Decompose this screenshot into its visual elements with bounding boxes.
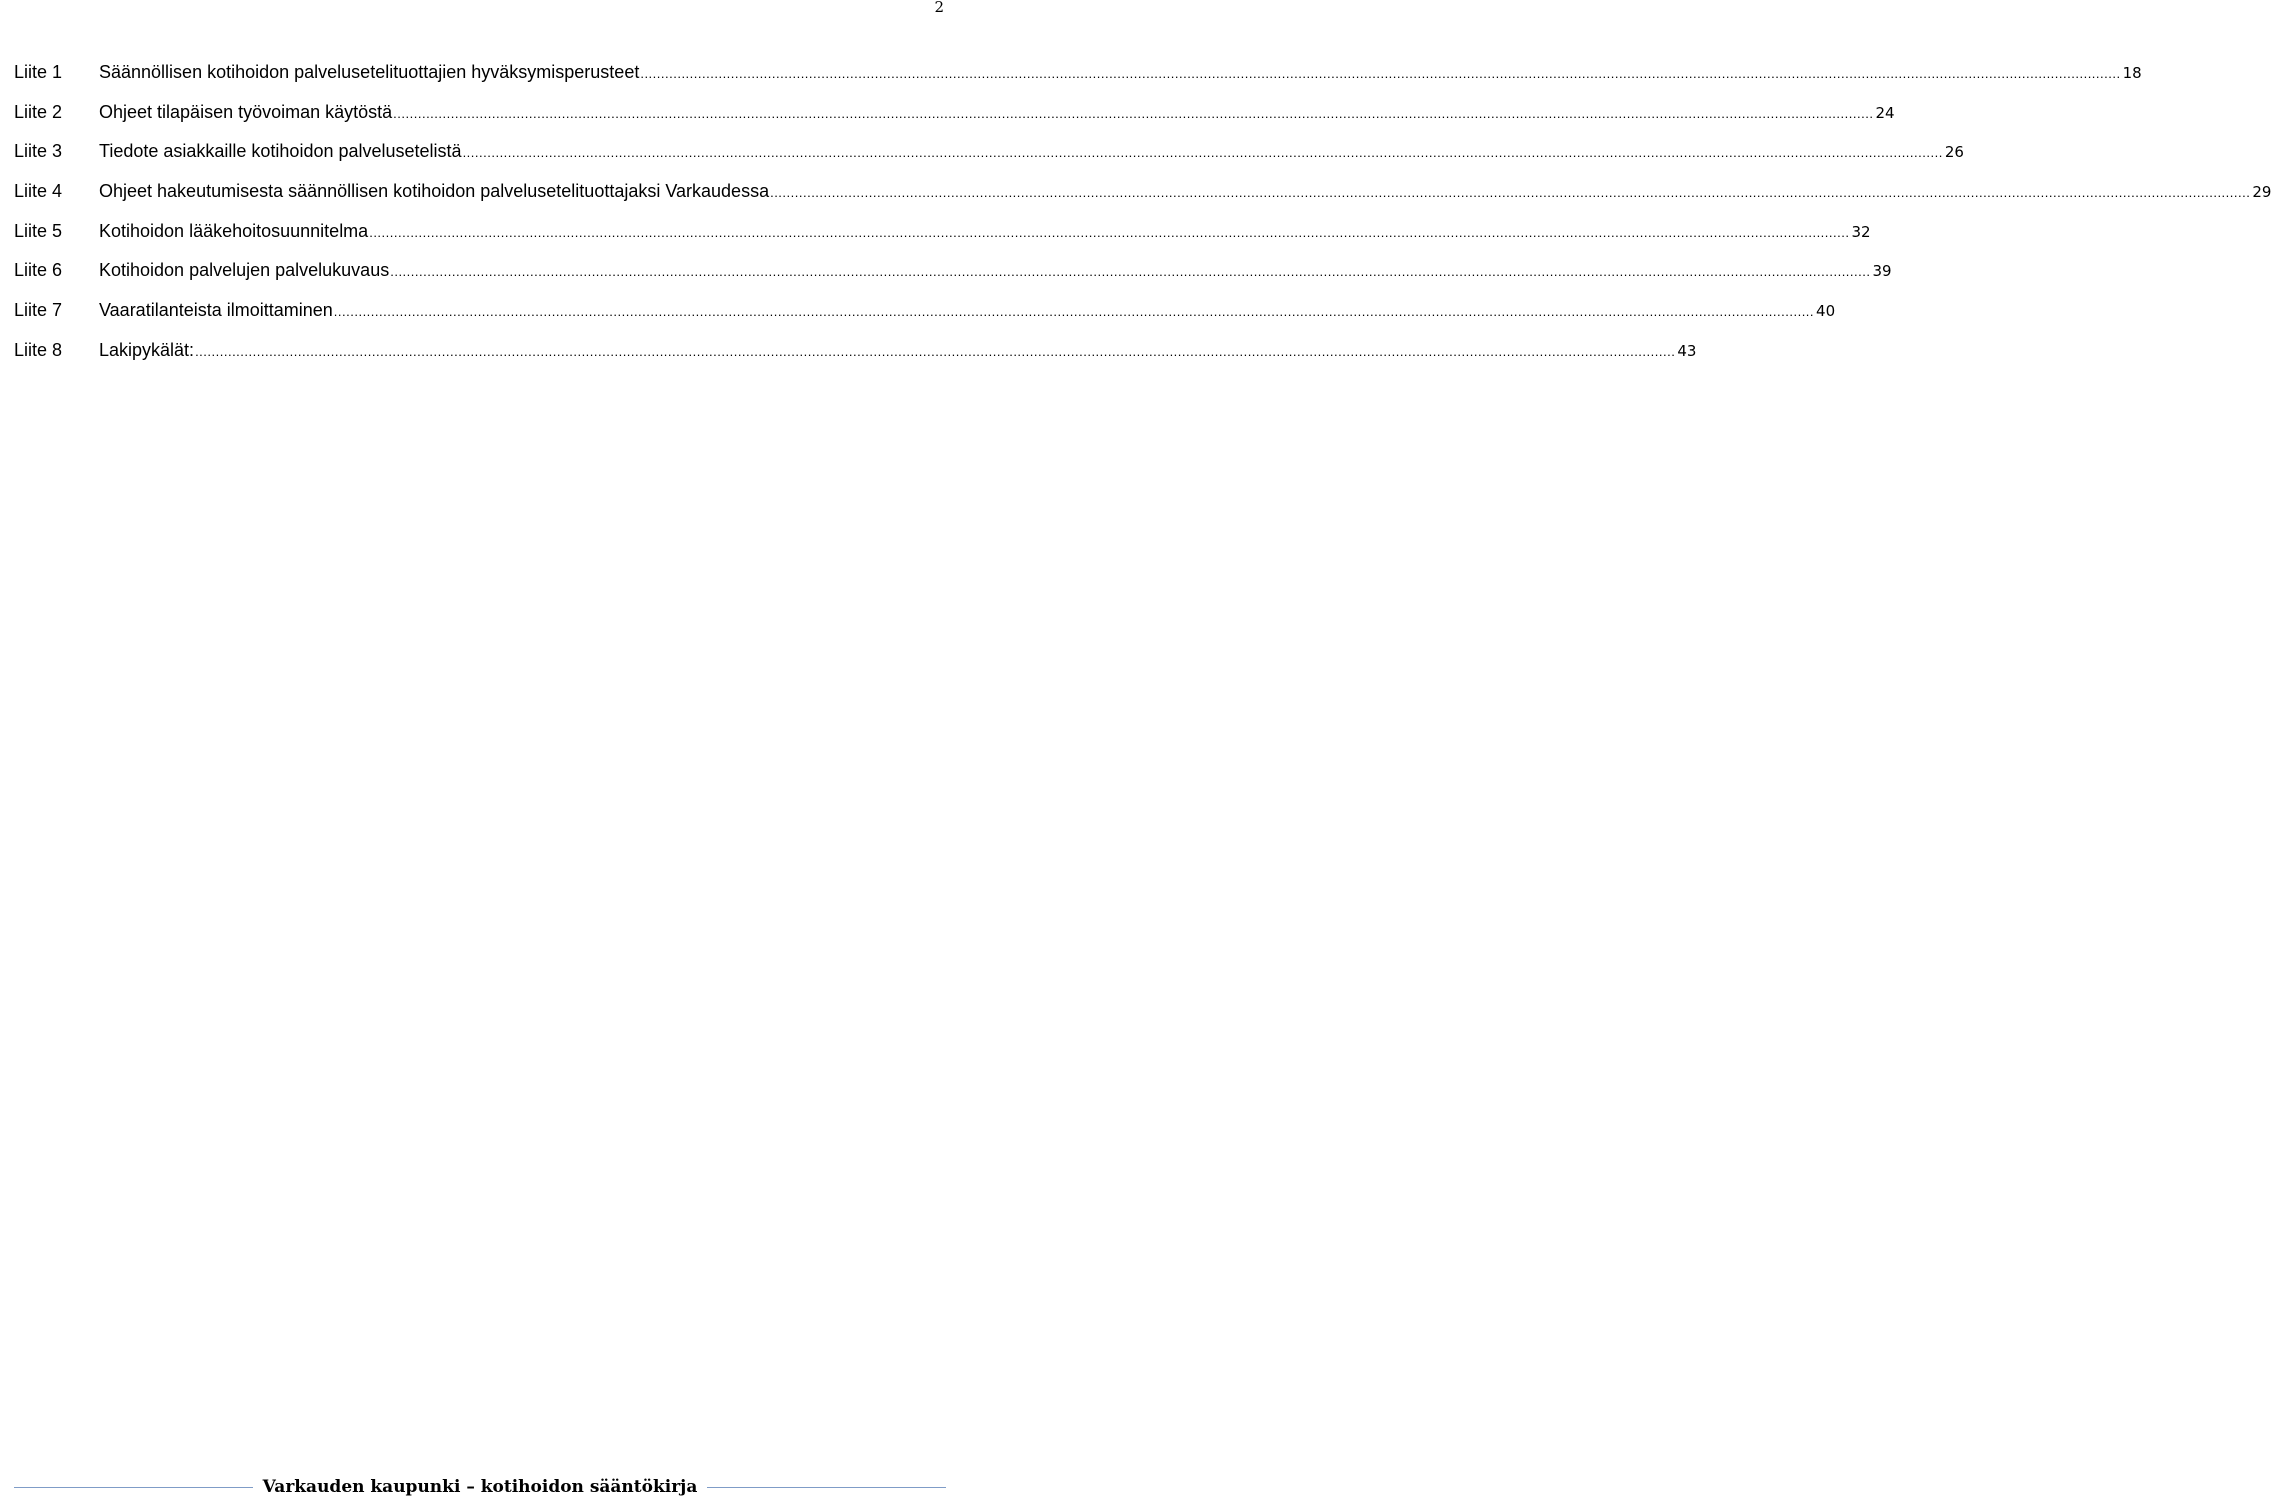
- toc-entry-page: 18: [2122, 64, 2142, 82]
- toc-dot-leader: [369, 225, 1849, 240]
- footer-rule-right: [707, 1487, 946, 1488]
- toc-entry[interactable]: [14, 141, 1964, 181]
- toc-entry-label: Liite 4: [14, 181, 63, 202]
- toc-dot-leader: [390, 264, 1870, 279]
- page-number: 2: [934, 0, 944, 16]
- toc-dot-leader: [463, 145, 1943, 160]
- toc-dot-leader: [195, 344, 1675, 359]
- toc-entry-label: Liite 6: [14, 260, 63, 281]
- toc-entry-title: Ohjeet hakeutumisesta säännöllisen kotihoidon palvelusetelituottajaksi Varkaudessa: [99, 181, 770, 202]
- toc-entry-title: Säännöllisen kotihoidon palvelusetelituottajien hyväksymisperusteet: [99, 62, 640, 82]
- toc-dot-leader: [770, 185, 2250, 200]
- toc-entry-title: Ohjeet tilapäisen työvoiman käytöstä: [99, 101, 393, 122]
- toc-entry-title: Kotihoidon lääkehoitosuunnitelma: [99, 220, 369, 241]
- toc-entry-title: Tiedote asiakkaille kotihoidon palvelusetelistä: [99, 141, 462, 162]
- toc-dot-leader: [334, 304, 1814, 319]
- page-footer: [0, 1474, 960, 1500]
- toc-entry-label: Liite 2: [14, 101, 63, 122]
- toc-entry-page: 26: [1944, 143, 1964, 162]
- toc-entry-label: Liite 5: [14, 220, 63, 241]
- toc-entry[interactable]: [14, 220, 1871, 261]
- toc-entry-page: 32: [1851, 222, 1871, 241]
- toc-entry-page: 29: [2252, 183, 2271, 202]
- toc-entry-page: 39: [1872, 262, 1892, 281]
- toc-entry[interactable]: [14, 181, 2271, 221]
- toc-entry-page: 43: [1677, 341, 1697, 360]
- toc-entry-title: Lakipykälät:: [99, 339, 195, 360]
- toc-entry[interactable]: [14, 260, 1892, 300]
- toc-entry[interactable]: [14, 62, 2142, 102]
- toc-entry[interactable]: [14, 339, 1697, 380]
- footer-rule-left: [14, 1487, 253, 1488]
- toc-entry-page: 40: [1816, 302, 1836, 321]
- toc-entry-title: Kotihoidon palvelujen palvelukuvaus: [99, 260, 390, 281]
- table-of-contents: [14, 62, 2271, 380]
- toc-dot-leader: [393, 106, 1873, 121]
- toc-entry-label: Liite 1: [14, 62, 63, 82]
- toc-entry[interactable]: [14, 300, 1836, 340]
- toc-entry-title: Vaaratilanteista ilmoittaminen: [99, 300, 333, 321]
- toc-dot-leader: [640, 66, 2120, 81]
- toc-entry-label: Liite 3: [14, 141, 63, 162]
- footer-title: Varkauden kaupunki – kotihoidon sääntökirja: [262, 1477, 698, 1497]
- toc-entry-label: Liite 8: [14, 339, 63, 360]
- toc-entry-label: Liite 7: [14, 300, 63, 321]
- toc-entry[interactable]: [14, 101, 1895, 142]
- toc-entry-page: 24: [1875, 103, 1895, 122]
